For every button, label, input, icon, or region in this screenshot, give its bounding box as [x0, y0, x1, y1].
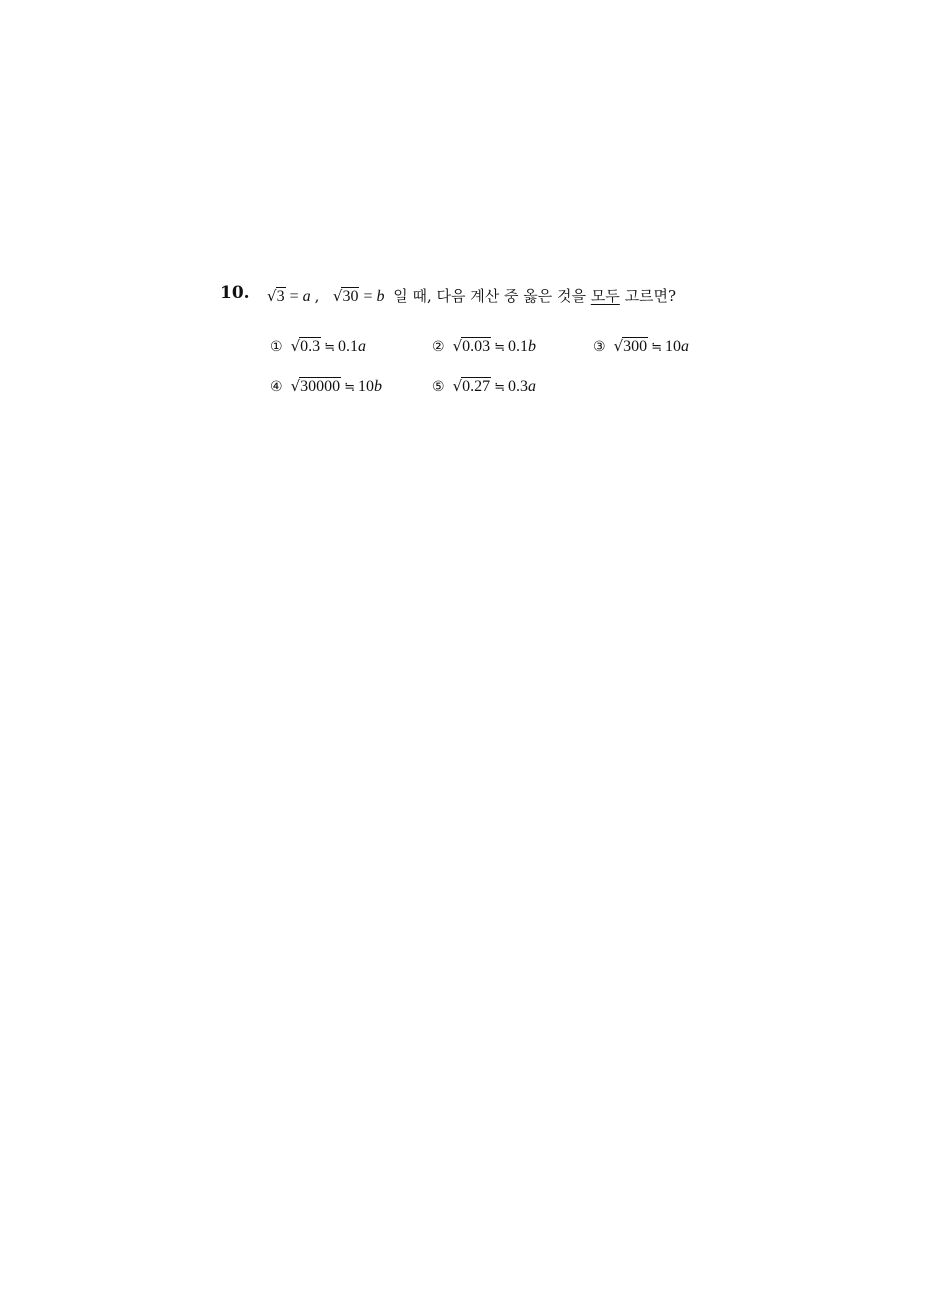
approx-symbol: ≒: [651, 340, 663, 355]
sqrt-expression: [453, 337, 492, 356]
sqrt-sign-icon: √: [290, 337, 301, 355]
stem-text: 일 때, 다음 계산 중 옳은 것을: [388, 287, 591, 305]
choice-1[interactable]: [270, 337, 366, 356]
variable-a: a: [302, 288, 311, 305]
choice-marker: ②: [432, 339, 445, 355]
approx-symbol: ≒: [324, 340, 336, 355]
radicand: 30: [342, 288, 359, 305]
variable: a: [528, 378, 537, 395]
equals: =: [359, 288, 377, 305]
choice-marker: ①: [270, 339, 283, 355]
choice-4[interactable]: [270, 377, 382, 396]
sqrt-sign-icon: √: [267, 287, 277, 305]
sqrt-sign-icon: √: [332, 287, 343, 305]
approx-symbol: ≒: [494, 340, 506, 355]
sqrt-expression: [453, 377, 492, 396]
sqrt-expression: [614, 337, 649, 356]
variable: b: [528, 338, 537, 355]
sqrt-sign-icon: √: [290, 377, 301, 395]
coefficient: 0.1: [338, 338, 359, 355]
radicand: 0.03: [462, 338, 491, 355]
separator: ,: [314, 287, 329, 305]
radicand: 300: [623, 338, 648, 355]
radicand: 3: [276, 288, 285, 305]
choice-marker: ③: [593, 339, 606, 355]
stem-text-end: 고르면?: [619, 287, 677, 305]
sqrt-expression: [291, 337, 322, 356]
choice-marker: ⑤: [432, 379, 445, 395]
question-10: [220, 283, 820, 413]
equals: =: [285, 288, 303, 305]
coefficient: 10: [665, 338, 682, 355]
stem-emphasis: 모두: [590, 287, 620, 305]
variable: b: [374, 378, 383, 395]
approx-symbol: ≒: [344, 380, 356, 395]
sqrt-3: [267, 287, 286, 306]
radicand: 30000: [300, 378, 341, 395]
question-number: 10.: [220, 283, 250, 303]
question-stem: [267, 285, 676, 306]
choice-5[interactable]: [432, 377, 536, 396]
variable-b: b: [376, 288, 385, 305]
variable: a: [358, 338, 367, 355]
sqrt-sign-icon: √: [452, 337, 463, 355]
choice-marker: ④: [270, 379, 283, 395]
approx-symbol: ≒: [494, 380, 506, 395]
sqrt-sign-icon: √: [613, 337, 624, 355]
choice-2[interactable]: [432, 337, 536, 356]
coefficient: 0.1: [508, 338, 529, 355]
choice-3[interactable]: [593, 337, 689, 356]
sqrt-30: [333, 287, 360, 306]
sqrt-expression: [291, 377, 342, 396]
condition-b: [329, 288, 389, 305]
variable: a: [681, 338, 690, 355]
condition-a: [267, 288, 315, 305]
radicand: 0.27: [462, 378, 491, 395]
radicand: 0.3: [300, 338, 321, 355]
sqrt-sign-icon: √: [452, 377, 463, 395]
coefficient: 0.3: [508, 378, 529, 395]
coefficient: 10: [358, 378, 375, 395]
